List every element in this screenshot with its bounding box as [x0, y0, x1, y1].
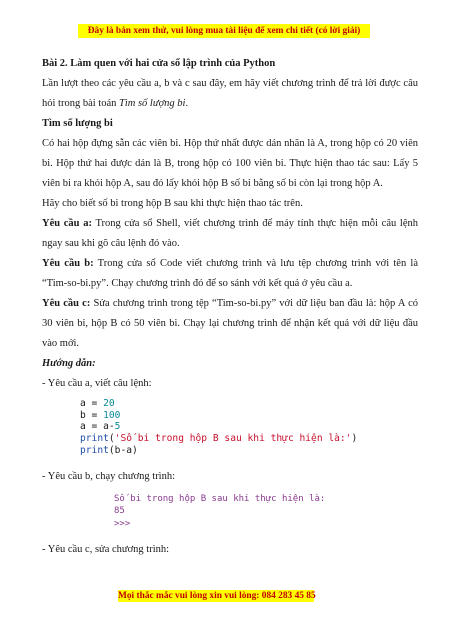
section-title: Tìm số lượng bi	[42, 118, 113, 129]
code-line: b = 100	[80, 409, 121, 421]
code-line: print('Số bi trong hộp B sau khi thực hiện là:')	[80, 433, 358, 445]
guide-b: - Yêu cầu b, chạy chương trình:	[42, 470, 176, 482]
requirement-a: Yêu cầu a: Trong cửa sổ Shell, viết chương trình để máy tính thực hiện mỗi câu lệnh ngay sau khi gõ câu lệnh đó vào.	[42, 218, 418, 249]
intro-paragraph: Lần lượt theo các yêu cầu a, b và c sau đây, em hãy viết chương trình để trả lời được câu hỏi trong bài toán Tìm số lượng bi.	[42, 78, 418, 109]
output-prompt: >>>	[114, 518, 131, 529]
code-line: print(b-a)	[80, 444, 138, 456]
output-line: 85	[114, 506, 125, 517]
intro-italic: Tìm số lượng bi	[119, 98, 186, 109]
requirement-b: Yêu cầu b: Trong cửa sổ Code viết chương trình và lưu tệp chương trình với tên là “Tim-so-bi.py”. Chạy chương trình đó để so sánh với kết quả ở yêu cầu a.	[42, 258, 418, 289]
requirement-a-label: Yêu cầu a:	[42, 218, 92, 229]
requirement-c-label: Yêu cầu c:	[42, 298, 91, 309]
contact-footer: Mọi thắc mắc vui lòng xin vui lòng: 084 283 45 85	[118, 591, 316, 601]
problem-question: Hãy cho biết số bi trong hộp B sau khi thực hiện thao tác trên.	[42, 198, 303, 209]
guide-a: - Yêu cầu a, viết câu lệnh:	[42, 378, 152, 389]
output-line: Số bi trong hộp B sau khi thực hiện là:	[114, 493, 326, 504]
code-line: a = 20	[80, 398, 115, 409]
shell-output	[114, 493, 418, 531]
code-block	[80, 398, 418, 457]
document-body	[42, 54, 418, 560]
requirement-b-label: Yêu cầu b:	[42, 258, 94, 269]
requirement-c: Yêu cầu c: Sửa chương trình trong tệp “Tim-so-bi.py” với dữ liệu ban đầu là: hộp A có 30 viên bi, hộp B có 50 viên bi. Chạy lại chương trình để nhận kết quả với dữ liệu đầu vào mới.	[42, 298, 418, 349]
guide-title: Hướng dẫn:	[42, 358, 96, 369]
problem-paragraph: Có hai hộp đựng sẵn các viên bi. Hộp thứ nhất được dán nhãn là A, trong hộp có 20 viên bi. Hộp thứ hai được dán là B, trong hộp có 100 viên bi. Thực hiện thao tác sau: Lấy 5 viên bi ra khỏi hộp A, sau đó lấy khỏi hộp B số bi bằng số bi còn lại trong hộp A.	[42, 138, 418, 189]
code-line: a = a-5	[80, 421, 121, 433]
exercise-title: Bài 2. Làm quen với hai cửa sổ lập trình của Python	[42, 58, 276, 69]
preview-banner: Đây là bản xem thử, vui lòng mua tài liệu để xem chi tiết (có lời giải)	[78, 24, 370, 38]
guide-c: - Yêu cầu c, sửa chương trình:	[42, 544, 170, 556]
